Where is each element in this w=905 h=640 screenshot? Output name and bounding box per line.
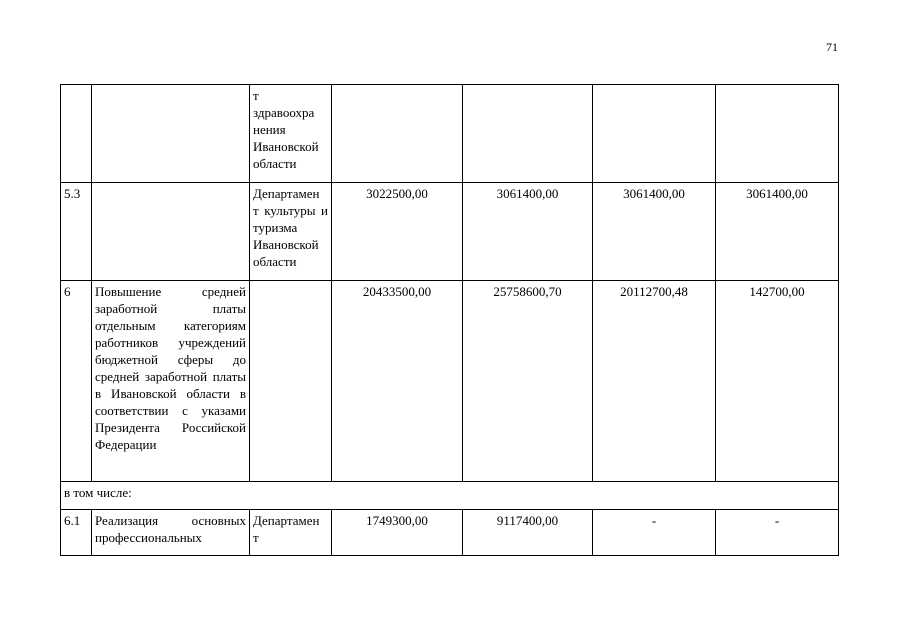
row-value-3: 20112700,48 <box>593 281 716 482</box>
row-value-1: 3022500,00 <box>332 183 463 281</box>
row-value-2: 3061400,00 <box>463 183 593 281</box>
row-value-4: 3061400,00 <box>716 183 839 281</box>
table-row <box>61 510 839 556</box>
row-value-4 <box>716 85 839 183</box>
budget-table <box>60 84 839 556</box>
row-number <box>61 85 92 183</box>
row-number: 5.3 <box>61 183 92 281</box>
row-value-1 <box>332 85 463 183</box>
row-value-3: - <box>593 510 716 556</box>
row-value-4: - <box>716 510 839 556</box>
row-name: Реализация основных профессиональных <box>92 510 250 556</box>
table-row <box>61 281 839 482</box>
row-value-2: 25758600,70 <box>463 281 593 482</box>
row-executor: Департамен т <box>250 510 332 556</box>
row-name: Повышение средней заработной платы отдельным категориям работников учреждений бюджетной сферы до средней заработной платы в Ивановской области в соответствии с указами Президента Российской Федерации <box>92 281 250 482</box>
table-row <box>61 183 839 281</box>
row-number: 6.1 <box>61 510 92 556</box>
table-row-subheader <box>61 482 839 510</box>
table-row <box>61 85 839 183</box>
row-executor: Департамен т культуры и туризма Ивановской области <box>250 183 332 281</box>
row-name <box>92 183 250 281</box>
row-executor <box>250 281 332 482</box>
row-value-2: 9117400,00 <box>463 510 593 556</box>
subheader-text: в том числе: <box>61 482 839 510</box>
row-value-2 <box>463 85 593 183</box>
row-value-3: 3061400,00 <box>593 183 716 281</box>
row-value-4: 142700,00 <box>716 281 839 482</box>
row-value-1: 20433500,00 <box>332 281 463 482</box>
row-value-1: 1749300,00 <box>332 510 463 556</box>
row-number: 6 <box>61 281 92 482</box>
row-name <box>92 85 250 183</box>
row-executor: т здравоохра нения Ивановской области <box>250 85 332 183</box>
page-number: 71 <box>826 40 838 54</box>
row-value-3 <box>593 85 716 183</box>
